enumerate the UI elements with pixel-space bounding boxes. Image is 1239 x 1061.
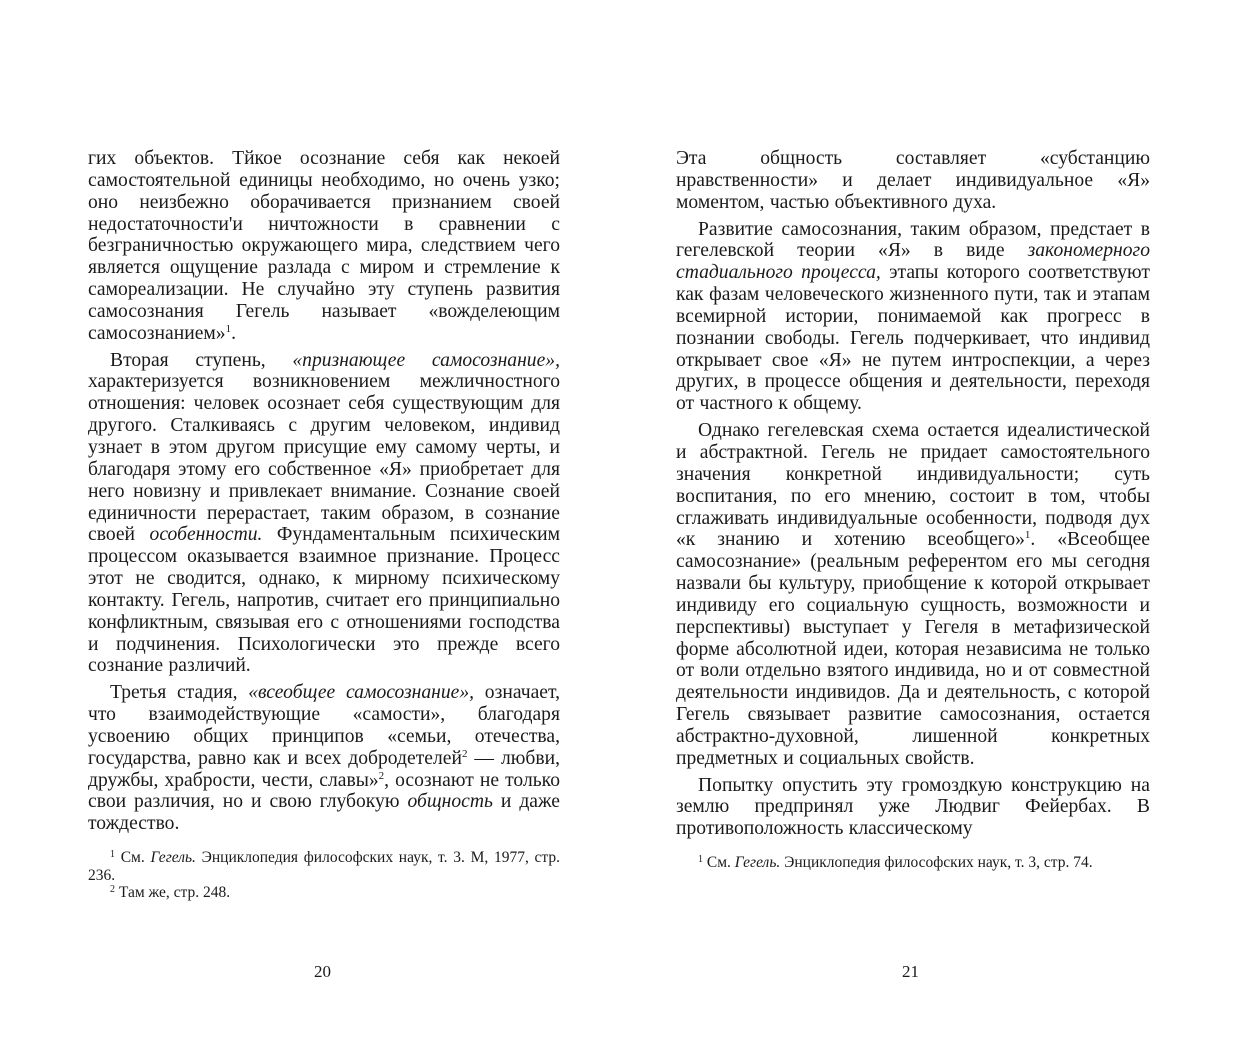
text-span: . «Всеобщее самосознание» (реальным референтом его мы сегодня назвали бы культуру, приобщение к которой открывает индивиду его социальную сущность, возможности и перспективы) выступает у Гегеля в метафизической форме абсолютной идеи, которая независима не только от воли отдельно взятого индивида, но и от совместной деятельности индивидов. Да и деятельность, с которой Гегель связывает развитие самосознания, остается абстрактно-духовной, лишенной конкретных предметных и социальных свойств. — [676, 529, 1150, 769]
footnote-2 — [88, 884, 560, 902]
right-page — [676, 148, 1150, 872]
text-span: Однако гегелевская схема остается идеалистической и абстрактной. Гегель не придает самостоятельного значения конкретной индивидуальности; суть воспитания, по его мнению, состоит в том, чтобы сглаживать индивидуальные особенности, подводя дух «к знанию и хотению всеобщего» — [676, 420, 1150, 551]
text-span: — любви, дружбы, храбрости, чести, славы» — [88, 747, 561, 791]
left-page — [88, 148, 560, 902]
text-span: Третья стадия, — [110, 682, 249, 704]
left-paragraph-1 — [88, 148, 560, 345]
left-paragraph-2 — [88, 350, 560, 678]
footnote-1 — [676, 854, 1150, 872]
left-footnotes — [88, 849, 560, 902]
footnote-ref: 1 — [1024, 529, 1031, 542]
text-span: Энциклопедия философских наук, т. 3. М, 1977, стр. 236. — [88, 849, 560, 884]
emphasis-text: Гегель. — [734, 854, 781, 872]
text-span: . — [231, 322, 237, 344]
right-paragraph-1: Эта общность составляет «субстанцию нравственности» и делает индивидуальное «Я» моментом, частью объективного духа. — [676, 148, 1150, 213]
right-paragraph-4: Попытку опустить эту громоздкую конструкцию на землю предпринял уже Людвиг Фейербах. В противоположность классическому — [676, 774, 1150, 840]
right-paragraph-3 — [676, 420, 1150, 770]
text-span: , осознают не только свои различия, но и свою глубокую — [88, 769, 560, 813]
text-span: Фундаментальным психическим процессом оказывается взаимное признание. Процесс этот не сводится, однако, к мирному психическому контакту. Гегель, напротив, считает его принципиально конфликтным, связывая его с отношениями господства и подчинения. Психологически это прежде всего сознание различий. — [88, 524, 560, 677]
footnote-ref: 2 — [378, 769, 385, 782]
text-span: характеризуется возникновением межличностного отношения: человек осознает себя существующим для другого. Сталкиваясь с другим человеком, индивид узнает в этом другом присущие ему самому черты, и благодаря этому его собственное «Я» приобретает для него новизну и привлекает внимание. Сознание своей единичности перерастает, таким образом, в сознание своей — [88, 371, 560, 546]
left-paragraph-3 — [88, 682, 560, 835]
footnote-ref: 2 — [461, 747, 468, 760]
text-span: и даже тождество. — [88, 791, 560, 835]
footnote-1 — [88, 849, 560, 884]
footnote-number: 2 — [110, 884, 115, 896]
page-number-right: 21 — [902, 962, 919, 981]
text-span: См. — [703, 854, 735, 872]
text-span: Там же, стр. 248. — [115, 884, 231, 902]
right-footnotes — [676, 854, 1150, 872]
right-paragraph-2 — [676, 219, 1150, 416]
emphasis-text: закономерного стадиального процесса, — [676, 240, 1150, 284]
text-span: означает, что взаимодействующие «самости», благодаря усвоению общих принципов «семьи, отечества, государства, равно как и всех добродетелей — [88, 682, 560, 769]
footnote-number: 1 — [698, 854, 703, 866]
emphasis-text: общность — [407, 791, 493, 813]
page-number-left: 20 — [314, 962, 331, 981]
footnote-number: 1 — [110, 849, 115, 861]
text-span: Вторая ступень, — [110, 349, 293, 371]
emphasis-text: Гегель. — [150, 849, 196, 867]
emphasis-text: «всеобщее самосознание», — [248, 682, 475, 704]
text-span: гих объектов. Тйкое осознание себя как некоей самостоятельной единицы необходимо, но очень узко; оно неизбежно оборачивается признанием своей недостаточности'и ничтожности в сравнении с безграничностью окружающего мира, следствием чего является ощущение разлада с миром и стремление к самореализации. Не случайно эту ступень развития самосознания Гегель называет «вожделеющим самосознанием» — [88, 148, 560, 344]
footnote-ref: 1 — [225, 322, 232, 335]
emphasis-text: особенности. — [149, 524, 263, 546]
text-span: этапы которого соответствуют как фазам человеческого жизненного пути, так и этапам всемирной истории, понимаемой как прогресс в познании свободы. Гегель подчеркивает, что индивид открывает свое «Я» не путем интроспекции, а через других, в процессе общения и деятельности, переходя от частного к общему. — [676, 262, 1150, 415]
emphasis-text: «признающее самосознание», — [292, 349, 560, 371]
text-span: Развитие самосознания, таким образом, предстает в гегелевской теории «Я» в виде — [676, 218, 1150, 262]
text-span: Энциклопедия философских наук, т. 3, стр. 74. — [780, 854, 1093, 872]
text-span: См. — [115, 849, 151, 867]
